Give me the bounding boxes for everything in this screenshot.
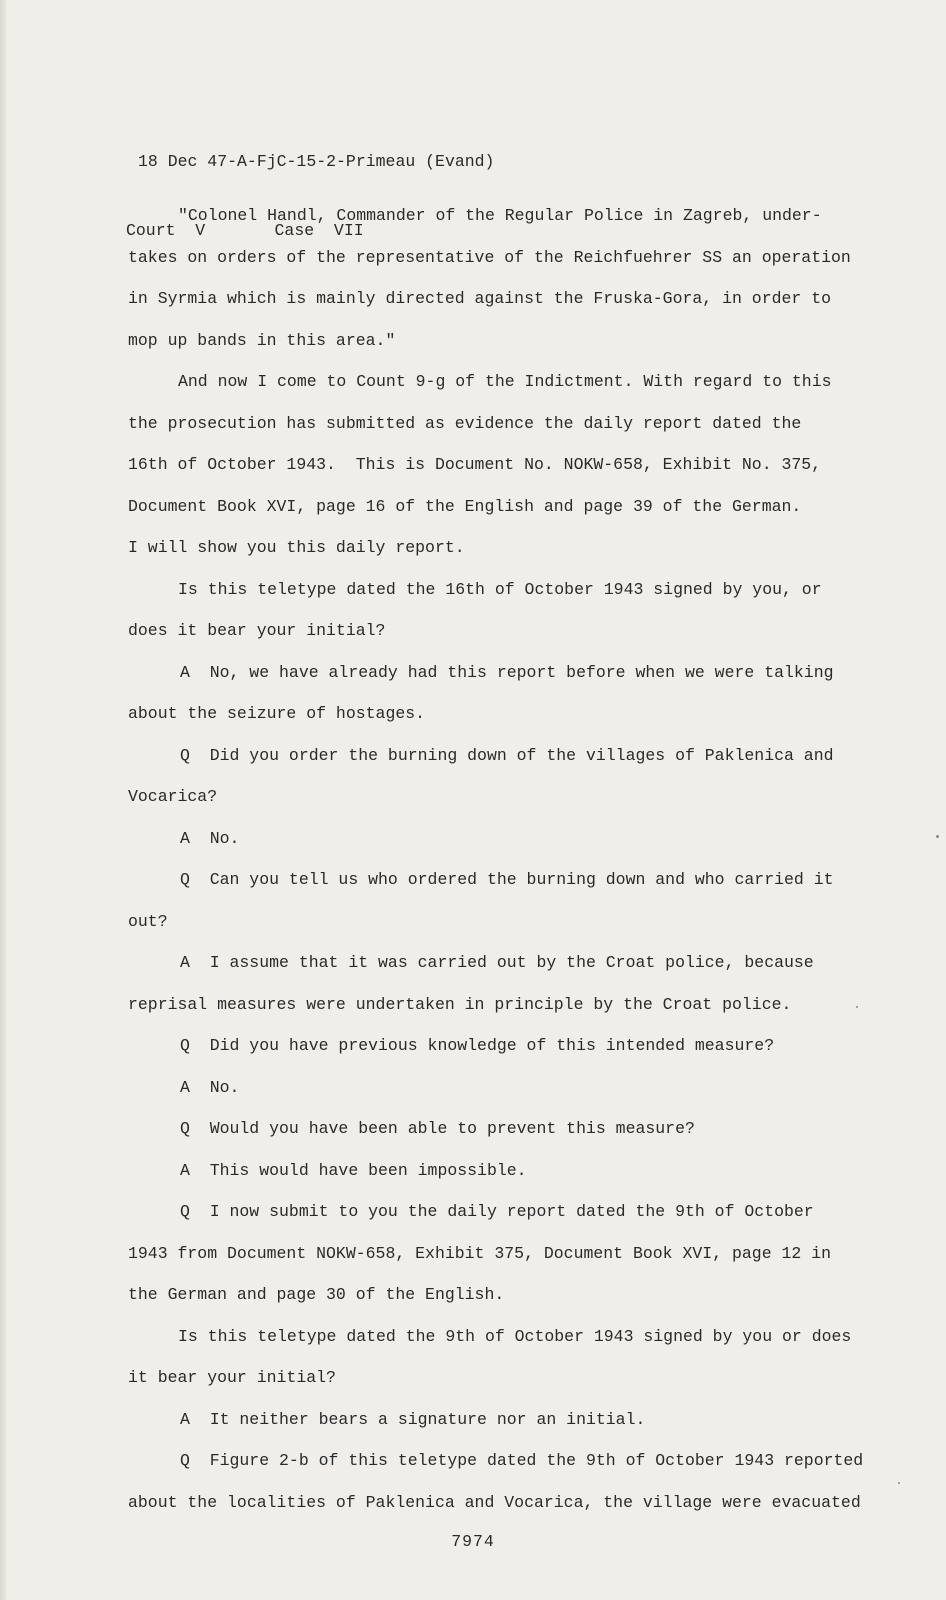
text-line: 16th of October 1943. This is Document No. NOKW-658, Exhibit No. 375, (128, 455, 822, 474)
text-line: about the localities of Paklenica and Vocarica, the village were evacuated (128, 1492, 861, 1512)
question-line: Q Can you tell us who ordered the burning down and who carried it (180, 870, 834, 889)
transcript-body (128, 204, 898, 1532)
text-line: in Syrmia which is mainly directed against the Fruska-Gora, in order to (128, 289, 832, 308)
question-line: Q Did you have previous knowledge of this intended measure? (180, 1036, 775, 1055)
scan-speck (856, 1006, 858, 1008)
text-line: And now I come to Count 9-g of the Indictment. With regard to this (178, 372, 832, 391)
text-line: Is this teletype dated the 16th of October 1943 signed by you, or (178, 579, 822, 599)
text-line: "Colonel Handl, Commander of the Regular Police in Zagreb, under- (178, 206, 822, 225)
answer-line: A It neither bears a signature nor an initial. (180, 1409, 646, 1429)
scan-speck (898, 1482, 900, 1484)
question-line: Q Would you have been able to prevent this measure? (180, 1119, 695, 1138)
text-line: mop up bands in this area." (128, 330, 396, 350)
answer-line: A I assume that it was carried out by the Croat police, because (180, 953, 814, 972)
text-line: takes on orders of the representative of the Reichfuehrer SS an operation (128, 247, 851, 267)
text-line: the prosecution has submitted as evidence the daily report dated the (128, 413, 802, 433)
scan-speck (936, 835, 939, 838)
answer-line: A This would have been impossible. (180, 1160, 527, 1180)
header-line-court-case: Court V Case VII (126, 221, 364, 240)
text-line: Vocarica? (128, 787, 218, 806)
question-line: Q Did you order the burning down of the villages of Paklenica and (180, 745, 834, 765)
text-line: I will show you this daily report. (128, 538, 465, 557)
text-line: it bear your initial? (128, 1368, 336, 1387)
text-line: Document Book XVI, page 16 of the English and page 39 of the German. (128, 496, 802, 516)
text-line: reprisal measures were undertaken in principle by the Croat police. (128, 994, 792, 1014)
question-line: Q I now submit to you the daily report dated the 9th of October (180, 1202, 814, 1221)
answer-line: A No. (180, 1077, 240, 1097)
text-line: does it bear your initial? (128, 621, 386, 640)
text-line: 1943 from Document NOKW-658, Exhibit 375, Document Book XVI, page 12 in (128, 1243, 832, 1263)
header-line-transcript-id: 18 Dec 47-A-FjC-15-2-Primeau (Evand) (138, 152, 495, 171)
scan-edge-shadow (0, 0, 7, 1600)
answer-line: A No, we have already had this report before when we were talking (180, 662, 834, 682)
text-line: about the seizure of hostages. (128, 704, 426, 723)
text-line: Is this teletype dated the 9th of October 1943 signed by you or does (178, 1326, 852, 1346)
answer-line: A No. (180, 828, 240, 848)
text-line: out? (128, 911, 168, 931)
question-line: Q Figure 2-b of this teletype dated the 9th of October 1943 reported (180, 1451, 864, 1470)
text-line: the German and page 30 of the English. (128, 1285, 505, 1304)
page-number: 7974 (451, 1532, 495, 1551)
